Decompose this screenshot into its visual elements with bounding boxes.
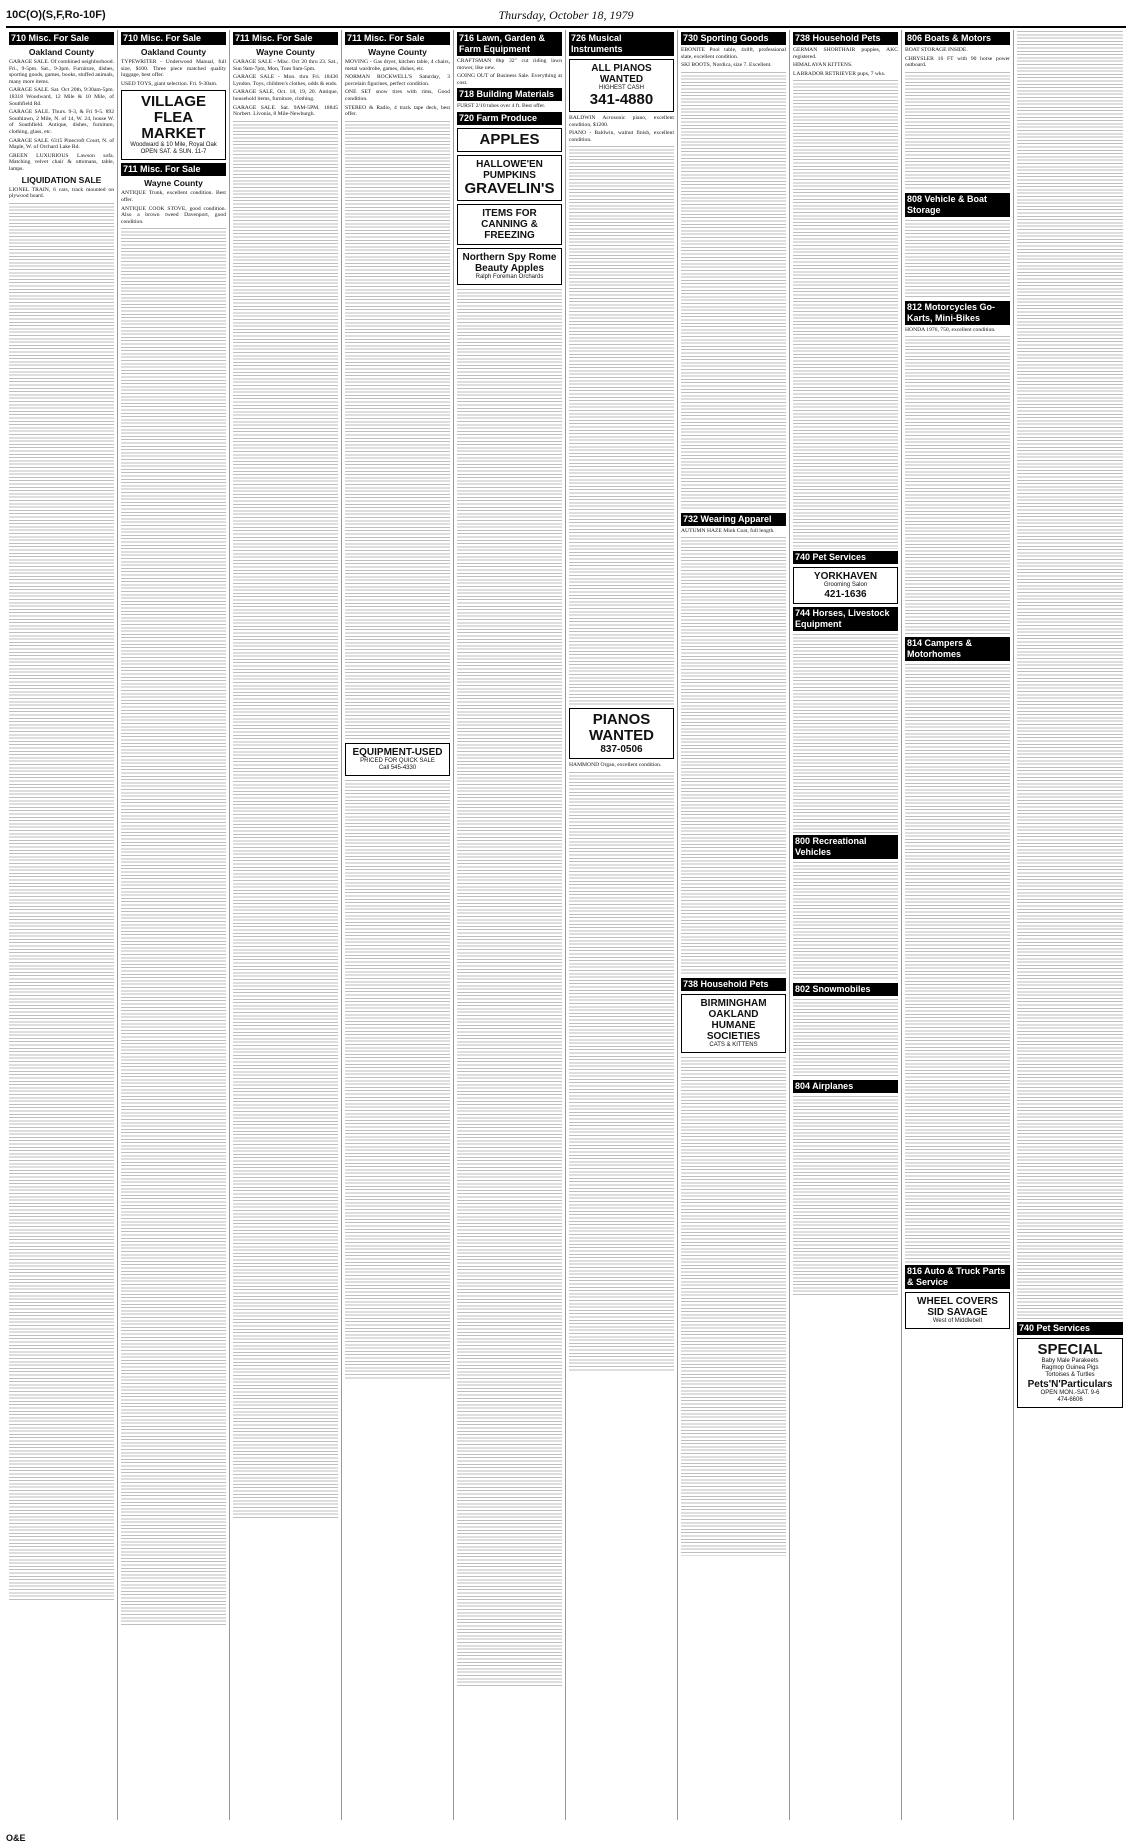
- apples-display-ad: APPLES: [457, 128, 562, 152]
- column-4: [342, 30, 454, 1820]
- classified-ad: GARAGE SALE - Misc. Oct 20 thru 23. Sat., Sun 9am-7pm, Mon, Tues 9am-5pm.: [233, 59, 338, 72]
- ad-text-block: [793, 633, 898, 833]
- classified-ad: CHRYSLER 16 FT with 90 horse power outboard.: [905, 55, 1010, 69]
- ad-text-block: [681, 536, 786, 976]
- column-7: [678, 30, 790, 1820]
- classified-ad: HIMALAYAN KITTENS.: [793, 62, 853, 69]
- section-heading: 726 Musical Instruments: [569, 32, 674, 56]
- classified-ad: GARAGE SALE. Of combined neighborhood. Fri., 9-5pm. Sat., 9-3pm. Furniture, dishes, sporting goods, games, books, stuffed animals, many more items.: [9, 59, 114, 85]
- classified-ad: HAMMOND Organ, excellent condition.: [569, 762, 662, 769]
- section-heading: 740 Pet Services: [1017, 1322, 1123, 1335]
- classified-ad: MOVING - Gas dryer, kitchen table, 4 chairs, metal wardrobe, games, dishes, etc.: [345, 59, 450, 72]
- classified-columns: [6, 30, 1126, 1820]
- classified-ad: LABRADOR RETRIEVER pups, 7 wks.: [793, 70, 886, 77]
- section-heading: 711 Misc. For Sale: [233, 32, 338, 45]
- section-heading: 814 Campers & Motorhomes: [905, 637, 1010, 661]
- classified-ad: GREEN LUXURIOUS Lawson sofa. Matching velvet chair & ottomans, table, lamps.: [9, 152, 114, 172]
- classified-ad: GARAGE SALE. Sat. Oct 20th, 9:30am-5pm. 18318 Woodward, 12 Mile & 10 Mile, of Southfield Rd.: [9, 87, 114, 107]
- column-9: [902, 30, 1014, 1820]
- section-subheading: Wayne County: [256, 47, 315, 57]
- section-subheading: Wayne County: [368, 47, 427, 57]
- section-heading: 732 Wearing Apparel: [681, 513, 786, 526]
- ad-text-block: [681, 71, 786, 511]
- section-heading: 710 Misc. For Sale: [9, 32, 114, 45]
- column-6: [566, 30, 678, 1820]
- column-2: [118, 30, 230, 1820]
- ad-text-block: [793, 1095, 898, 1295]
- section-heading: 816 Auto & Truck Parts & Service: [905, 1265, 1010, 1289]
- section-heading: 730 Sporting Goods: [681, 32, 786, 45]
- ad-text-block: [233, 120, 338, 1520]
- section-heading: 738 Household Pets: [793, 32, 898, 45]
- classified-ad: BALDWIN Acrosonic piano, excellent condition, $1200.: [569, 115, 674, 128]
- page-ref: 10C(O)(S,F,Ro-10F): [6, 9, 106, 21]
- section-heading: 740 Pet Services: [793, 551, 898, 564]
- ad-text-block: [1017, 30, 1123, 1320]
- classified-ad: ANTIQUE COOK STOVE, good condition. Also a brown tweed Davenport, good condition.: [121, 205, 226, 225]
- column-10: [1014, 30, 1126, 1820]
- classified-ad: GARAGE SALE. Sat. 9AM-5PM. 18845 Norbert. Livonia, 8 Mile-Newburgh.: [233, 104, 338, 118]
- ad-text-block: [569, 145, 674, 705]
- section-heading: 720 Farm Produce: [457, 112, 562, 125]
- canning-display-ad: ITEMS FOR CANNING & FREEZING: [457, 204, 562, 245]
- section-heading: 716 Lawn, Garden & Farm Equipment: [457, 32, 562, 56]
- pianos-wanted-display-ad: ALL PIANOS WANTED HIGHEST CASH 341-4880: [569, 59, 674, 112]
- section-heading: 806 Boats & Motors: [905, 32, 1010, 45]
- classified-ad: GARAGE SALE, Oct. 18, 19, 20. Antique, household items, furniture, clothing.: [233, 89, 338, 102]
- column-8: [790, 30, 902, 1820]
- section-subheading: Oakland County: [140, 47, 207, 57]
- classified-ad: SKI BOOTS, Nordica, size 7. Excellent.: [681, 62, 772, 69]
- classified-ad: BOAT STORAGE INSIDE.: [905, 47, 968, 53]
- ad-text-block: [793, 861, 898, 981]
- classified-ad: GARAGE SALE. Thurs. 9-3, & Fri 9-5. 892 Southlawn, 2 Mile, N. of 14, W. 24, house W. of Southfield. Antique, dishes, furniture, clothing, glass, etc.: [9, 109, 114, 135]
- grooming-salon-display-ad: YORKHAVEN Grooming Salon 421-1636: [793, 567, 898, 604]
- ad-text-block: [793, 79, 898, 549]
- section-heading: 711 Misc. For Sale: [121, 163, 226, 176]
- column-3: [230, 30, 342, 1820]
- classified-ad: CRAFTSMAN 8hp 32" cut riding lawn mower, like new.: [457, 58, 562, 71]
- equipment-display-ad: EQUIPMENT-USED PRICED FOR QUICK SALE Call 545-4330: [345, 743, 450, 776]
- section-heading: 802 Snowmobiles: [793, 983, 898, 996]
- classified-ad: PIANO - Baldwin, walnut finish, excellent condition.: [569, 130, 674, 143]
- classified-ad: GARAGE SALE - Mon. thru Fri. 18436 Lyndon. Toys, children's clothes, odds & ends.: [233, 74, 338, 87]
- ad-text-block: [9, 202, 114, 1602]
- ad-text-block: [905, 219, 1010, 299]
- section-heading: 808 Vehicle & Boat Storage: [905, 193, 1010, 217]
- ad-text-block: [905, 71, 1010, 191]
- classified-ad: FURST 2/10 tubes over 4 ft. Best offer.: [457, 103, 546, 110]
- page-header: [6, 4, 1126, 28]
- classified-ad: EBONITE Pool table, 4x8ft, professional slate, excellent condition.: [681, 47, 786, 60]
- classified-ad: GOING OUT of Business Sale. Everything at cost.: [457, 73, 562, 86]
- wheel-covers-display-ad: WHEEL COVERS SID SAVAGE West of Middlebelt: [905, 1292, 1010, 1329]
- classified-ad: AUTUMN HAZE Mink Coat, full length.: [681, 527, 775, 534]
- classified-ad: STEREO & Radio, 4 track tape deck, best offer.: [345, 104, 450, 118]
- classified-ad: NORMAN ROCKWELL'S Saturday, 3 porcelain figurines, perfect condition.: [345, 74, 450, 87]
- section-subheading: LIQUIDATION SALE: [21, 174, 102, 185]
- ad-text-block: [457, 288, 562, 1688]
- pet-shop-display-ad: SPECIAL Baby Male Parakeets Ragmop Guinea Pigs Tortoises & Turtles Pets'N'Particulars OPEN MON.-SAT. 9-6 474-6606: [1017, 1338, 1123, 1408]
- classified-ad: HONDA 1976, 750, excellent condition.: [905, 326, 996, 333]
- page-footer: O&E: [6, 1833, 26, 1843]
- ad-text-block: [905, 663, 1010, 1263]
- ad-text-block: [345, 779, 450, 1379]
- ad-text-block: [569, 771, 674, 1371]
- ad-text-block: [345, 120, 450, 740]
- section-heading: 718 Building Materials: [457, 88, 562, 101]
- classified-ad: GARAGE SALE. 6315 Pinecroft Court, N. of Maple, W. of Orchard Lake Rd.: [9, 137, 114, 151]
- classified-ad: LIONEL TRAIN, 6 cars, track mounted on plywood board.: [9, 186, 114, 200]
- humane-society-display-ad: BIRMINGHAM OAKLAND HUMANE SOCIETIES CATS & KITTENS: [681, 994, 786, 1053]
- flea-market-display-ad: VILLAGE FLEA MARKET Woodward & 10 Mile, Royal Oak OPEN SAT. & SUN. 11-7: [121, 90, 226, 160]
- ad-text-block: [905, 335, 1010, 635]
- section-heading: 812 Motorcycles Go-Karts, Mini-Bikes: [905, 301, 1010, 325]
- section-heading: 804 Airplanes: [793, 1080, 898, 1093]
- classified-ad: ANTIQUE Trunk, excellent condition. Best offer.: [121, 190, 226, 203]
- column-1: [6, 30, 118, 1820]
- column-5: [454, 30, 566, 1820]
- ad-text-block: [793, 998, 898, 1078]
- section-subheading: Wayne County: [144, 178, 203, 189]
- page-date: Thursday, October 18, 1979: [498, 7, 634, 22]
- section-heading: 738 Household Pets: [681, 978, 786, 991]
- classified-ad: USED TOYS, giant selection. Fri. 9-30am.: [121, 80, 218, 87]
- ad-text-block: [121, 227, 226, 1627]
- orchard-display-ad: Northern Spy Rome Beauty Apples Ralph Foreman Orchards: [457, 248, 562, 285]
- ad-text-block: [681, 1056, 786, 1556]
- pumpkins-display-ad: HALLOWE'EN PUMPKINS GRAVELIN'S: [457, 155, 562, 201]
- classified-ad: GERMAN SHORTHAIR puppies, AKC registered.: [793, 47, 898, 60]
- section-heading: 711 Misc. For Sale: [345, 32, 450, 45]
- classified-ad: ONE SET snow tires with rims, Good condition.: [345, 89, 450, 102]
- section-heading: 800 Recreational Vehicles: [793, 835, 898, 859]
- section-subheading: Oakland County: [28, 47, 95, 57]
- classified-ad: TYPEWRITER - Underwood Manual, full size, $100. Three piece matched quality luggage, best offer.: [121, 59, 226, 79]
- pianos-wanted-display-ad-2: PIANOS WANTED 837-0506: [569, 708, 674, 759]
- section-heading: 710 Misc. For Sale: [121, 32, 226, 45]
- section-heading: 744 Horses, Livestock Equipment: [793, 607, 898, 631]
